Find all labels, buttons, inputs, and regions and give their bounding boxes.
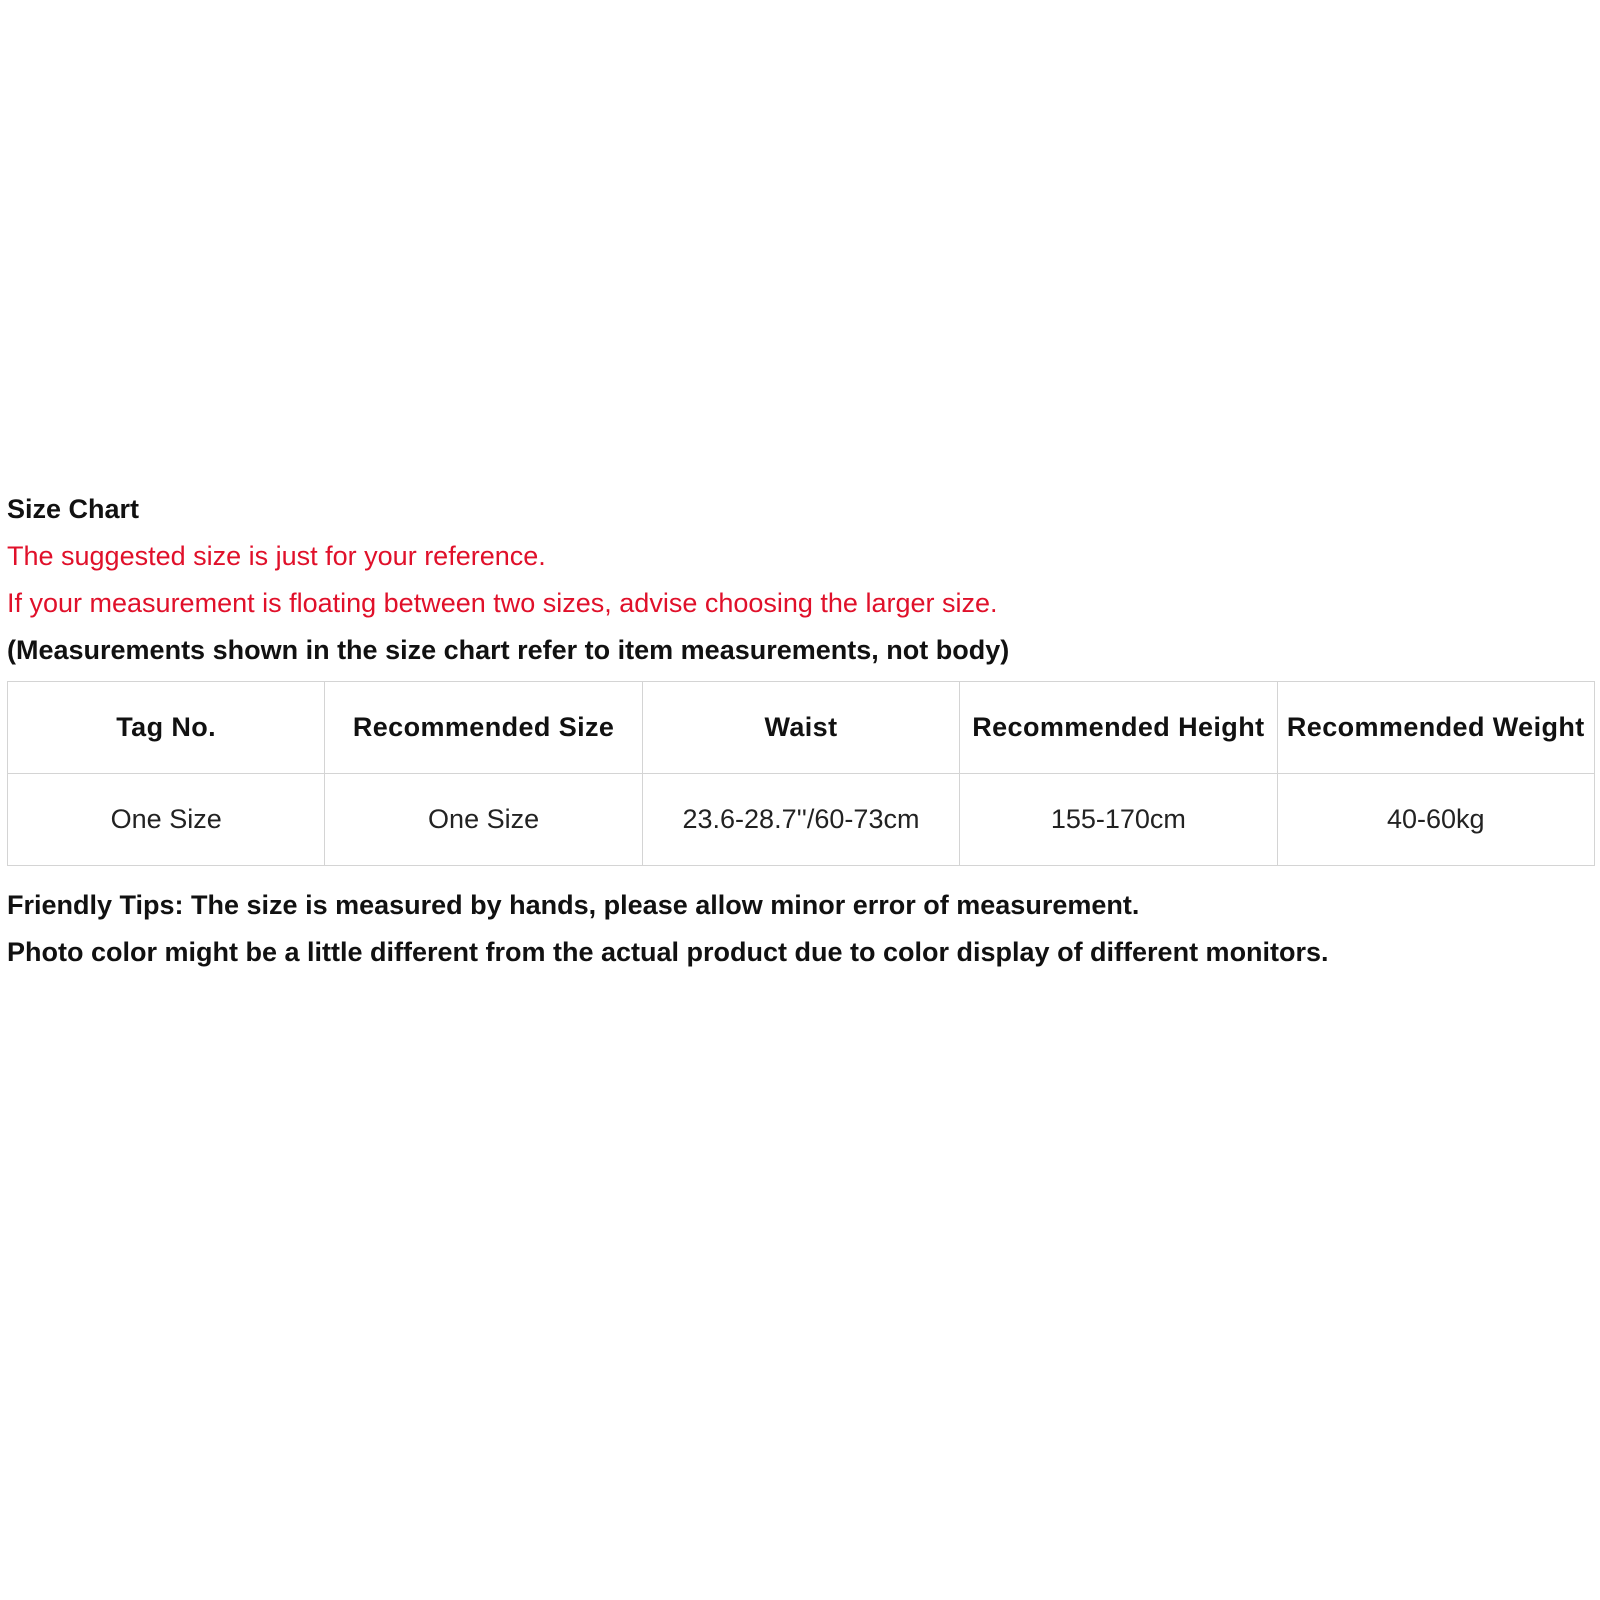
size-chart-title: Size Chart — [7, 494, 140, 524]
header-tag-no: Tag No. — [8, 682, 325, 774]
header-recommended-weight: Recommended Weight — [1277, 682, 1594, 774]
table-header-row — [8, 682, 1595, 774]
larger-size-note: If your measurement is floating between two sizes, advise choosing the larger size. — [7, 588, 998, 618]
size-table — [7, 681, 1595, 866]
header-waist: Waist — [642, 682, 959, 774]
header-recommended-height: Recommended Height — [960, 682, 1277, 774]
cell-recommended-height: 155-170cm — [960, 774, 1277, 866]
cell-recommended-weight: 40-60kg — [1277, 774, 1594, 866]
friendly-tips — [7, 882, 1595, 976]
reference-note: The suggested size is just for your reference. — [7, 541, 546, 571]
cell-waist: 23.6-28.7''/60-73cm — [642, 774, 959, 866]
cell-tag-no: One Size — [8, 774, 325, 866]
header-recommended-size: Recommended Size — [325, 682, 642, 774]
measurement-note: (Measurements shown in the size chart refer to item measurements, not body) — [7, 635, 1010, 665]
tip-measurement: Friendly Tips: The size is measured by hands, please allow minor error of measurement. — [7, 890, 1140, 920]
tip-photo-color: Photo color might be a little different from the actual product due to color display of different monitors. — [7, 937, 1329, 967]
size-chart-section — [7, 486, 1595, 976]
cell-recommended-size: One Size — [325, 774, 642, 866]
table-row — [8, 774, 1595, 866]
